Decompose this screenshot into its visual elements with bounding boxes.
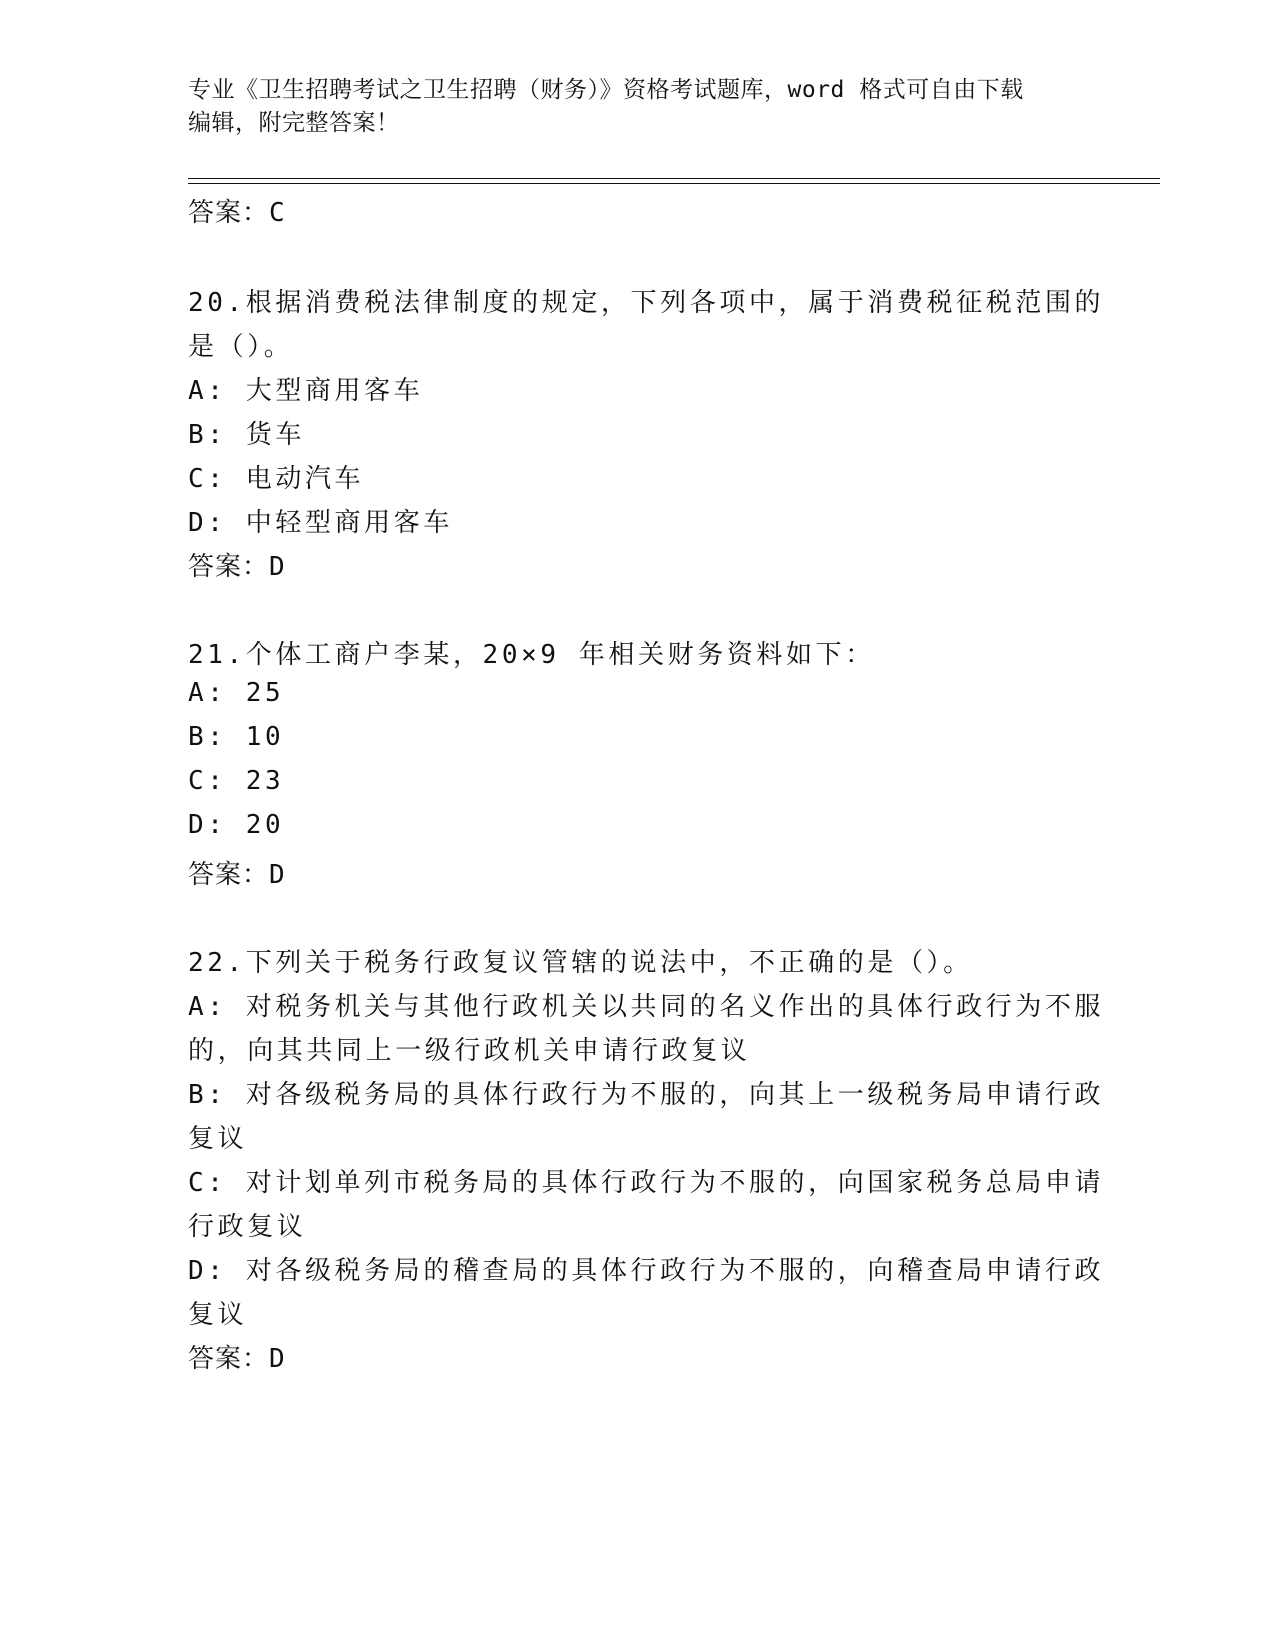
question-21-option-b: B: 10 [188, 722, 285, 752]
question-20-option-b: B: 货车 [188, 420, 305, 450]
header-note-line-2: 编辑，附完整答案！ [188, 110, 400, 136]
question-22-option-c-line-1: C: 对计划单列市税务局的具体行政行为不服的，向国家税务总局申请 [188, 1168, 1105, 1198]
question-22-option-d-line-2: 复议 [188, 1300, 248, 1330]
question-20-option-c: C: 电动汽车 [188, 464, 365, 494]
question-21-option-d: D: 20 [188, 810, 285, 840]
question-21-option-a: A: 25 [188, 678, 285, 708]
question-21-stem-line-1: 21.个体工商户李某，20×9 年相关财务资料如下： [188, 640, 875, 670]
question-22-option-a-line-2: 的，向其共同上一级行政机关申请行政复议 [188, 1036, 751, 1066]
question-21-answer [188, 854, 286, 891]
question-22-option-a-line-1: A: 对税务机关与其他行政机关以共同的名义作出的具体行政行为不服 [188, 992, 1105, 1022]
question-20-stem-line-2: 是（）。 [188, 332, 294, 362]
question-21-option-c: C: 23 [188, 766, 285, 796]
question-22-option-c-line-2: 行政复议 [188, 1212, 307, 1242]
question-20-option-d: D: 中轻型商用客车 [188, 508, 453, 538]
answer-label: 答案： [188, 552, 270, 582]
answer-value: D [269, 552, 286, 582]
question-20-stem-line-1: 20.根据消费税法律制度的规定，下列各项中，属于消费税征税范围的 [188, 288, 1105, 318]
question-22-option-b-line-2: 复议 [188, 1124, 248, 1154]
question-20-option-a: A: 大型商用客车 [188, 376, 424, 406]
question-22-stem-line-1: 22.下列关于税务行政复议管辖的说法中，不正确的是（）。 [188, 948, 973, 978]
answer-label: 答案： [188, 1344, 270, 1374]
answer-value: D [269, 1344, 286, 1374]
header-note-line-1: 专业《卫生招聘考试之卫生招聘（财务）》资格考试题库，word 格式可自由下载 [188, 77, 1024, 103]
question-22-option-d-line-1: D: 对各级税务局的稽查局的具体行政行为不服的，向稽查局申请行政 [188, 1256, 1105, 1286]
header-divider-top [188, 178, 1160, 179]
question-22-answer [188, 1338, 286, 1375]
answer-value: D [269, 860, 286, 890]
answer-label: 答案： [188, 198, 270, 228]
header-divider-bottom [188, 183, 1160, 184]
question-22-option-b-line-1: B: 对各级税务局的具体行政行为不服的，向其上一级税务局申请行政 [188, 1080, 1105, 1110]
previous-answer [188, 192, 286, 229]
header-note [188, 74, 1088, 140]
answer-value: C [269, 198, 286, 228]
answer-label: 答案： [188, 860, 270, 890]
question-20-answer [188, 546, 286, 583]
